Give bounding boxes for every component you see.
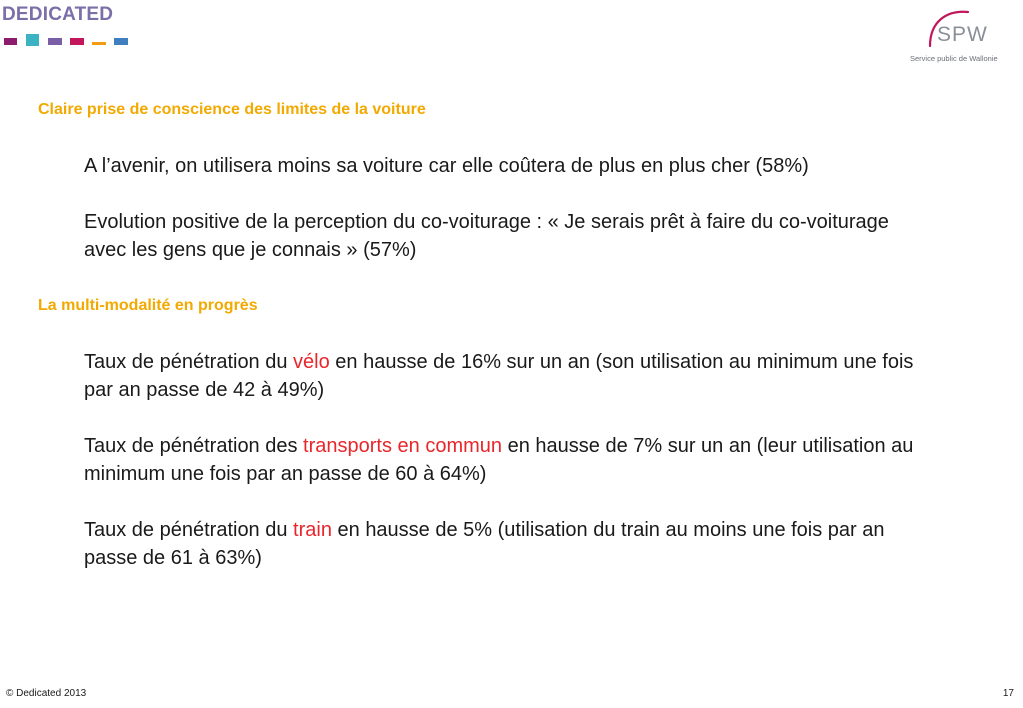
text-suffix: en hausse de 16% sur un an (son utilisation au minimum une fois par an passe de 42 à 49%) [84, 351, 914, 401]
text-prefix: Taux de pénétration des [84, 435, 304, 457]
text-prefix: Taux de pénétration du [84, 351, 294, 373]
paragraph-public-transport [84, 432, 934, 488]
paragraph-car-cost: A l’avenir, on utilisera moins sa voiture car elle coûtera de plus en plus cher (58%) [84, 155, 809, 177]
highlight-train: train [293, 519, 332, 541]
logo-square-teal [26, 34, 39, 46]
logo-dash-orange [92, 42, 106, 45]
paragraph-bike [84, 348, 934, 404]
footer-copyright: © Dedicated 2013 [6, 688, 87, 699]
spw-logo [908, 4, 1020, 64]
section-heading-multimodality: La multi-modalité en progrès [38, 297, 258, 314]
text-suffix: en hausse de 5% (utilisation du train au moins une fois par an passe de 61 à 63%) [84, 519, 885, 569]
text-prefix: Taux de pénétration du [84, 519, 294, 541]
highlight-public-transport: transports en commun [303, 435, 503, 457]
dedicated-logo-text: DEDICATED [2, 4, 114, 25]
paragraph-train [84, 516, 934, 572]
spw-logo-subtitle: Service public de Wallonie [910, 54, 998, 63]
logo-square-blue [114, 38, 128, 45]
page-number: 17 [1002, 688, 1014, 699]
highlight-bike: vélo [293, 351, 330, 373]
paragraph-carpooling: Evolution positive de la perception du co-voiturage : « Je serais prêt à faire du co-voiturage avec les gens que je connais » (57%) [84, 211, 889, 261]
text-suffix: en hausse de 7% sur un an (leur utilisation au minimum une fois par an passe de 60 à 64%) [84, 435, 914, 485]
logo-square-magenta [70, 38, 84, 45]
section-heading-car-limits: Claire prise de conscience des limites de la voiture [38, 101, 426, 118]
spw-logo-text: SPW [937, 23, 988, 46]
logo-square-violet [48, 38, 62, 45]
logo-square-purple [4, 38, 17, 45]
dedicated-logo [2, 4, 132, 48]
